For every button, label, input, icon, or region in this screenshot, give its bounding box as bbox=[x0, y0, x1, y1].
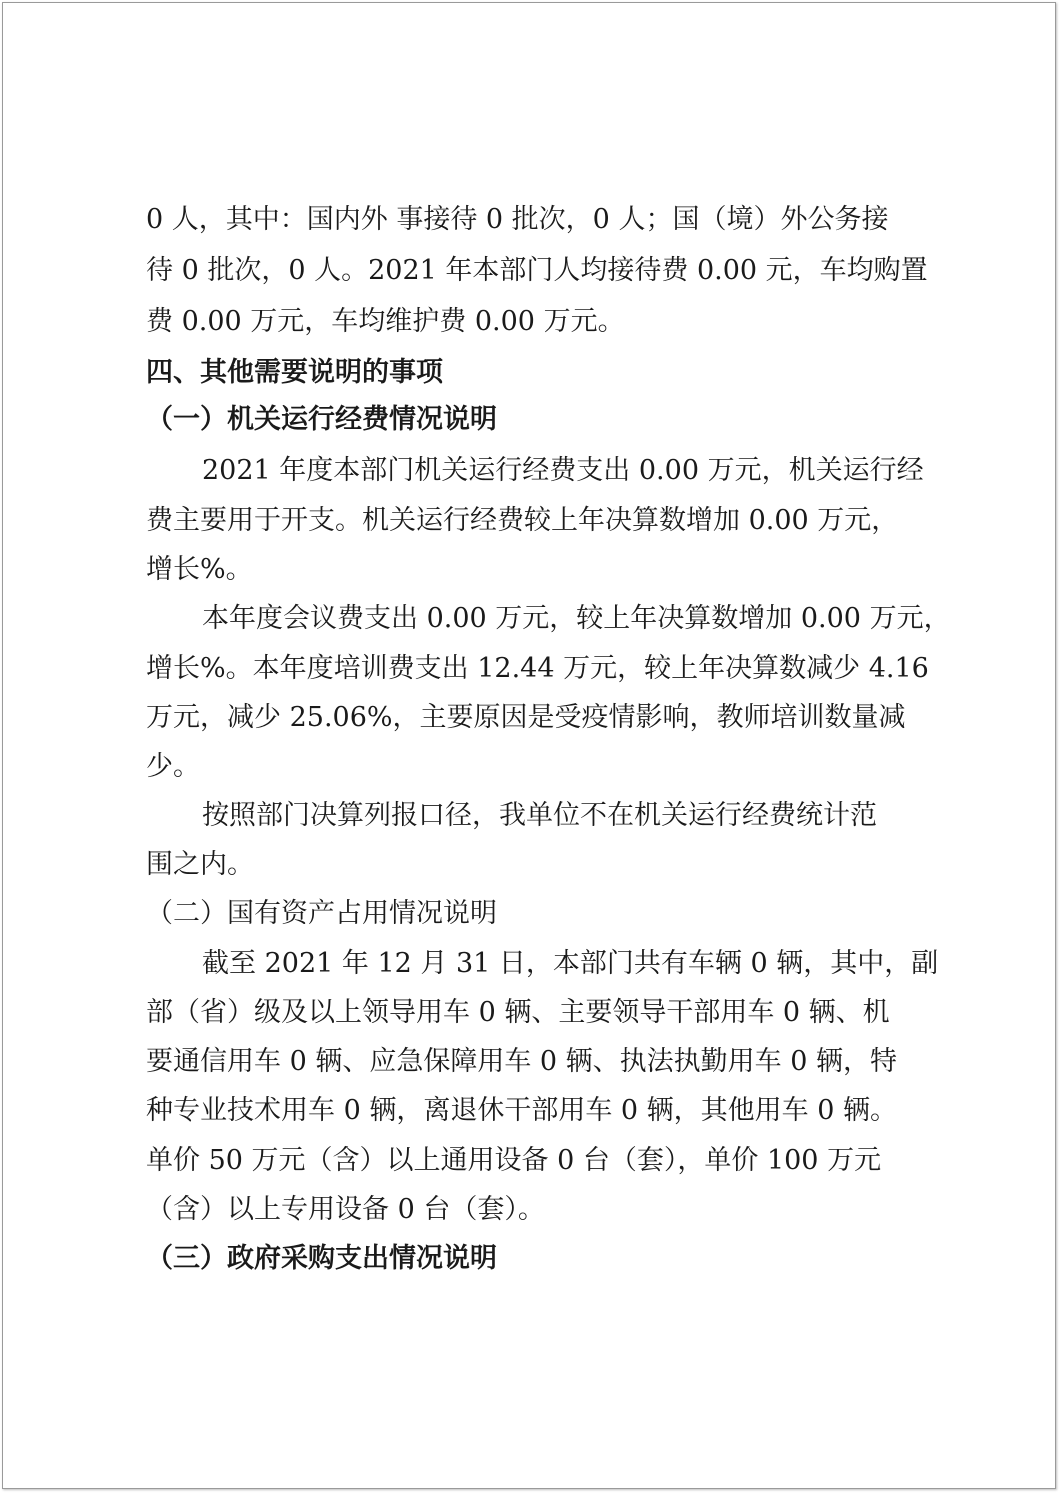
text-line: 截至 2021 年 12 月 31 日，本部门共有车辆 0 辆，其中，副 bbox=[202, 948, 939, 979]
text-line: 万元，减少 25.06%，主要原因是受疫情影响，教师培训数量减 bbox=[146, 702, 906, 733]
document-page bbox=[2, 2, 1056, 1489]
text-line: 待 0 批次，0 人。2021 年本部门人均接待费 0.00 元，车均购置 bbox=[146, 255, 928, 286]
text-line: 本年度会议费支出 0.00 万元，较上年决算数增加 0.00 万元， bbox=[202, 603, 951, 634]
text-line: 单价 50 万元（含）以上通用设备 0 台（套），单价 100 万元 bbox=[146, 1145, 882, 1176]
text-line: 增长%。 bbox=[146, 554, 253, 585]
subsection-heading: （二）国有资产占用情况说明 bbox=[146, 898, 497, 929]
text-line: （含）以上专用设备 0 台（套）。 bbox=[146, 1194, 545, 1225]
subsection-heading: （一）机关运行经费情况说明 bbox=[146, 404, 497, 435]
text-line: 部（省）级及以上领导用车 0 辆、主要领导干部用车 0 辆、机 bbox=[146, 997, 890, 1028]
subsection-heading: （三）政府采购支出情况说明 bbox=[146, 1243, 497, 1274]
text-line: 增长%。本年度培训费支出 12.44 万元，较上年决算数减少 4.16 bbox=[146, 653, 929, 684]
text-line: 2021 年度本部门机关运行经费支出 0.00 万元，机关运行经 bbox=[202, 455, 924, 486]
text-line: 按照部门决算列报口径，我单位不在机关运行经费统计范 bbox=[202, 800, 877, 831]
section-heading: 四、其他需要说明的事项 bbox=[146, 357, 443, 388]
text-line: 种专业技术用车 0 辆，离退休干部用车 0 辆，其他用车 0 辆。 bbox=[146, 1095, 898, 1126]
text-line: 费 0.00 万元，车均维护费 0.00 万元。 bbox=[146, 306, 625, 337]
text-line: 要通信用车 0 辆、应急保障用车 0 辆、执法执勤用车 0 辆，特 bbox=[146, 1046, 898, 1077]
text-line: 0 人，其中：国内外 事接待 0 批次，0 人；国（境）外公务接 bbox=[146, 204, 889, 235]
text-line: 少。 bbox=[146, 751, 200, 782]
text-line: 围之内。 bbox=[146, 849, 254, 880]
text-line: 费主要用于开支。机关运行经费较上年决算数增加 0.00 万元， bbox=[146, 505, 899, 536]
